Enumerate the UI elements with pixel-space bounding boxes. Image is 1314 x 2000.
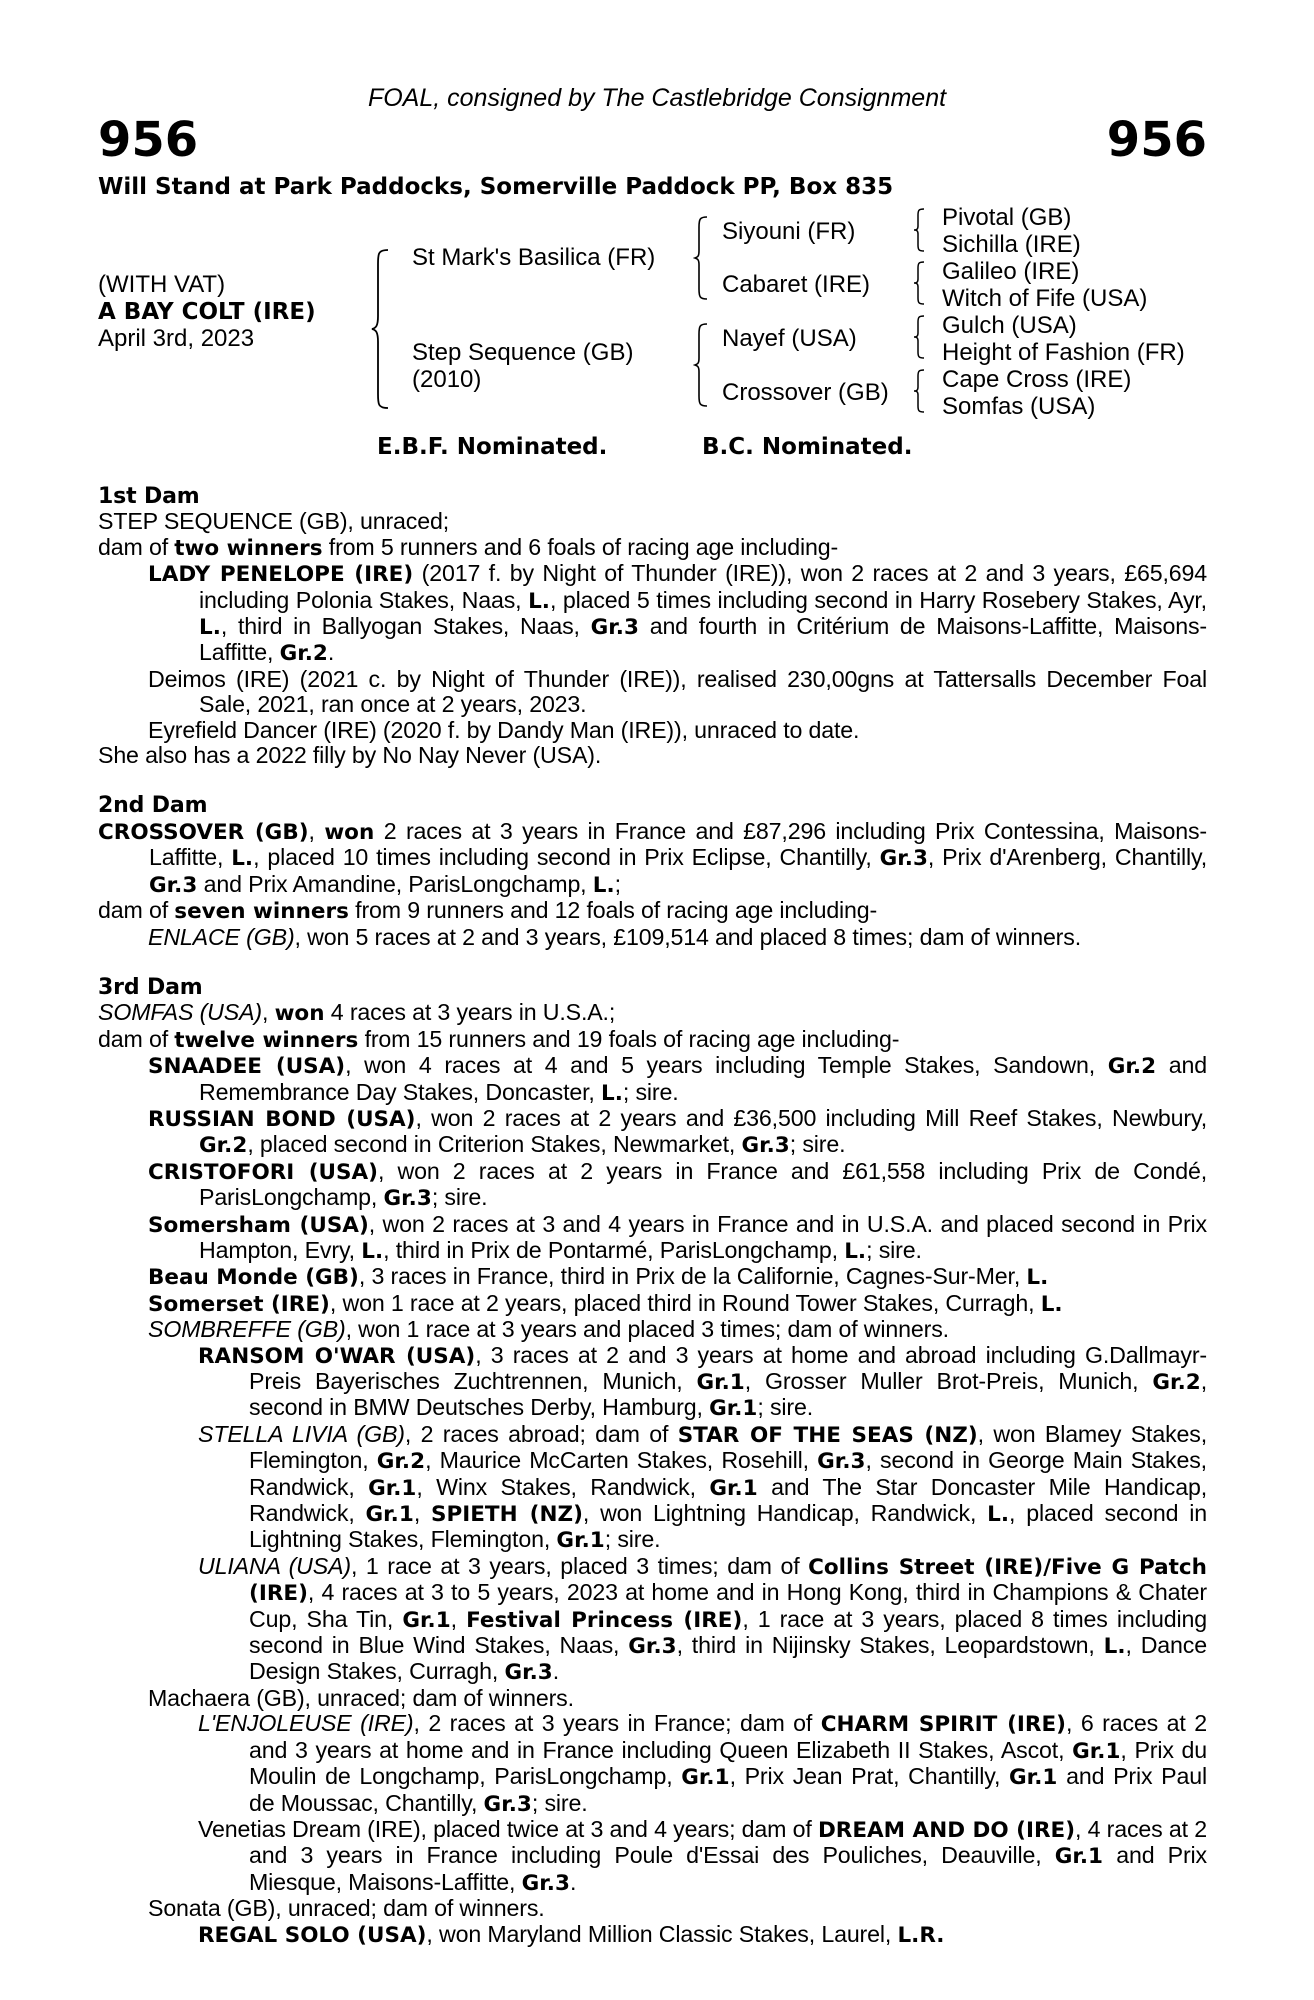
bold-text: twelve winners xyxy=(174,1027,359,1053)
entry-text: , won 2 races at 3 and 4 years in France and in U.S.A. and placed second in Prix Hampton, Evry, xyxy=(199,1210,1208,1263)
bold-text: Gr.1 xyxy=(1072,1738,1121,1764)
entry-text: , xyxy=(413,1500,431,1527)
bold-text: Gr.1 xyxy=(368,1475,417,1501)
granddam-4: Somfas (USA) xyxy=(942,393,1096,420)
bold-text: L. xyxy=(1026,1265,1049,1291)
bold-text: Gr.2 xyxy=(199,1133,248,1159)
pedigree-brace-dam xyxy=(693,322,709,408)
entry-text: STEP SEQUENCE (GB), unraced; xyxy=(98,508,450,535)
sire-sire: Siyouni (FR) xyxy=(722,218,856,245)
entry-text: ; xyxy=(614,870,621,897)
entry-text: , 1 race at 3 years, placed 8 times including second in Blue Wind Stakes, Naas, xyxy=(249,1605,1208,1659)
bold-text: CRISTOFORI (USA) xyxy=(148,1159,378,1185)
bold-text: Gr.1 xyxy=(1009,1765,1058,1791)
bold-text: L. xyxy=(844,1238,867,1264)
entry-text: ; sire. xyxy=(866,1236,922,1263)
bold-text: Gr.3 xyxy=(483,1791,532,1817)
pedigree-entry xyxy=(98,561,1207,667)
entry-text: , 2 races at 3 years in France; dam of xyxy=(413,1710,821,1737)
bold-text: Gr.1 xyxy=(365,1502,414,1528)
entry-text: 2 races at 3 years in France and £87,296 including Prix Contessina, Maisons-Laffitte, xyxy=(149,817,1207,871)
bold-text: Gr.3 xyxy=(149,872,198,898)
section-heading: 1st Dam xyxy=(98,484,200,509)
entry-text: , Prix Jean Prat, Chantilly, xyxy=(729,1763,1010,1790)
entry-text: , xyxy=(308,817,325,844)
entry-text: Venetias Dream (IRE), placed twice at 3 and 4 years; dam of xyxy=(198,1815,818,1842)
entry-text: . xyxy=(552,1658,560,1685)
entry-text: and Prix Paul de Moussac, Chantilly, xyxy=(249,1763,1207,1816)
entry-text: , won 2 races at 2 years in France and £61,558 including Prix de Condé, ParisLongchamp, xyxy=(199,1157,1208,1211)
entry-text: , won Lightning Handicap, Randwick, xyxy=(582,1500,988,1527)
italic-text: ULIANA (USA) xyxy=(198,1552,351,1579)
ebf-nominated: E.B.F. Nominated. xyxy=(377,434,608,460)
pedigree-entry xyxy=(98,1422,1207,1554)
pedigree-entry xyxy=(98,1053,1207,1106)
bold-text: RUSSIAN BOND (USA) xyxy=(148,1106,416,1132)
pedigree-brace-sire xyxy=(693,215,709,301)
pedigree-entry xyxy=(98,1027,1207,1053)
bold-text: Collins Street (IRE)/Five G Patch (IRE) xyxy=(249,1554,1207,1607)
bold-text: REGAL SOLO (USA) xyxy=(198,1922,427,1948)
entry-text: , 1 race at 3 years, placed 3 times; dam of xyxy=(350,1552,809,1579)
granddam-2: Witch of Fife (USA) xyxy=(942,285,1148,312)
pedigree-entry xyxy=(98,743,1207,768)
entry-text: , Grosser Muller Brot-Preis, Munich, xyxy=(744,1368,1153,1394)
entry-text: , Winx Stakes, Randwick, xyxy=(416,1473,710,1500)
entry-text: Deimos (IRE) (2021 c. by Night of Thunder (IRE)), realised 230,00gns at Tattersalls December Foal Sale, 2021, ran once at 2 years, 2023. xyxy=(148,665,1207,718)
bold-text: L. xyxy=(592,872,615,898)
bold-text: DREAM AND DO (IRE) xyxy=(817,1817,1076,1843)
bold-text: Gr.3 xyxy=(817,1449,866,1475)
bold-text: Gr.3 xyxy=(504,1660,553,1686)
catalogue-body xyxy=(98,484,1207,1948)
entry-text: from 15 runners and 19 foals of racing age including- xyxy=(358,1025,900,1052)
pedigree-entry xyxy=(98,1686,1207,1711)
section-heading: 2nd Dam xyxy=(98,793,208,819)
entry-text: , 4 races at 2 and 3 years in France including Poule d'Essai des Pouliches, Deauville, xyxy=(249,1815,1207,1869)
bold-text: STAR OF THE SEAS (NZ) xyxy=(677,1422,978,1448)
entry-text: and Prix Miesque, Maisons-Laffitte, xyxy=(249,1842,1208,1895)
dam-dam: Crossover (GB) xyxy=(722,379,889,406)
entry-text: , second in George Main Stakes, Randwick, xyxy=(249,1447,1207,1500)
foaling-date: April 3rd, 2023 xyxy=(98,325,255,352)
bold-text: Gr.3 xyxy=(383,1186,432,1212)
bold-text: CHARM SPIRIT (IRE) xyxy=(820,1712,1066,1738)
bold-text: Gr.3 xyxy=(628,1634,677,1660)
italic-text: SOMFAS (USA) xyxy=(98,999,262,1026)
bold-text: Gr.1 xyxy=(1054,1844,1104,1870)
entry-text: , 3 races at 2 and 3 years at home and abroad including G.Dallmayr-Preis Bayerisches Zuchtrennen, Munich, xyxy=(249,1341,1207,1394)
entry-text: , won 1 race at 3 years and placed 3 times; dam of winners. xyxy=(345,1316,949,1343)
pedigree-brace-g2 xyxy=(912,260,926,306)
entry-text: dam of xyxy=(98,897,175,924)
bold-text: Beau Monde (GB) xyxy=(148,1265,359,1291)
pedigree-entry xyxy=(98,1317,1207,1342)
bold-text: L. xyxy=(199,615,221,641)
bold-text: Festival Princess (IRE) xyxy=(466,1607,743,1633)
pedigree-entry xyxy=(98,1264,1207,1290)
bold-text: L. xyxy=(1103,1634,1126,1660)
pedigree-entry xyxy=(98,1212,1207,1265)
lot-number-left: 956 xyxy=(98,112,199,168)
entry-text: . xyxy=(327,639,335,666)
pedigree-entry xyxy=(98,718,1207,743)
consignment-line: FOAL, consigned by The Castlebridge Consignment xyxy=(367,84,947,112)
entry-text: , Maurice McCarten Stakes, Rosehill, xyxy=(425,1447,818,1474)
entry-text: , Prix d'Arenberg, Chantilly, xyxy=(927,844,1207,871)
bold-text: two winners xyxy=(174,535,323,561)
entry-text: , Dance Design Stakes, Curragh, xyxy=(249,1632,1207,1685)
entry-text: , second in BMW Deutsches Derby, Hamburg, xyxy=(249,1368,1207,1421)
bold-text: Gr.1 xyxy=(681,1765,730,1791)
pedigree-entry xyxy=(98,819,1207,898)
pedigree-entry xyxy=(98,1159,1207,1212)
bold-text: SPIETH (NZ) xyxy=(431,1502,583,1528)
pedigree-entry xyxy=(98,898,1207,924)
pedigree-entry xyxy=(98,509,1207,534)
bold-text: won xyxy=(274,1001,325,1027)
entry-text: ; sire. xyxy=(431,1184,488,1211)
pedigree-entry xyxy=(98,1291,1207,1317)
granddam-3: Height of Fashion (FR) xyxy=(942,339,1185,366)
pedigree-brace-main xyxy=(370,248,392,410)
entry-text: , placed second in Criterion Stakes, Newmarket, xyxy=(247,1131,742,1158)
stand-location: Will Stand at Park Paddocks, Somerville Paddock PP, Box 835 xyxy=(98,174,894,200)
entry-text: , 6 races at 2 and 3 years at home and in France including Queen Elizabeth II Stakes, Ascot, xyxy=(249,1710,1207,1763)
pedigree-entry xyxy=(98,1106,1207,1159)
dam-year: (2010) xyxy=(412,366,482,393)
entry-text: ; sire. xyxy=(531,1789,588,1816)
entry-text: (2017 f. by Night of Thunder (IRE)), won 2 races at 2 and 3 years, £65,694 including Polonia Stakes, Naas, xyxy=(199,560,1207,613)
bold-text: Gr.2 xyxy=(1152,1370,1201,1395)
entry-text: . xyxy=(569,1868,577,1895)
entry-text: ; sire. xyxy=(622,1078,679,1105)
entry-text: and Remembrance Day Stakes, Doncaster, xyxy=(199,1052,1207,1105)
pedigree-brace-g1 xyxy=(912,207,926,253)
bc-nominated: B.C. Nominated. xyxy=(702,434,913,460)
sire-dam: Cabaret (IRE) xyxy=(722,271,871,298)
bold-text: L. xyxy=(601,1080,623,1106)
entry-text: , won Blamey Stakes, Flemington, xyxy=(249,1420,1207,1474)
bold-text: L.R. xyxy=(897,1922,945,1948)
entry-text: , 3 races in France, third in Prix de la Californie, Cagnes-Sur-Mer, xyxy=(358,1263,1027,1290)
bold-text: Somerset (IRE) xyxy=(148,1291,330,1317)
pedigree-brace-g3 xyxy=(912,314,926,360)
entry-text: from 5 runners and 6 foals of racing age including- xyxy=(322,533,839,560)
italic-text: SOMBREFFE (GB) xyxy=(148,1316,346,1343)
pedigree-entry xyxy=(98,1922,1207,1948)
vat-note: (WITH VAT) xyxy=(98,271,226,298)
dam-sire: Nayef (USA) xyxy=(722,325,857,352)
bold-text: L. xyxy=(528,588,550,614)
pedigree-entry xyxy=(98,1554,1207,1686)
entry-text: and The Star Doncaster Mile Handicap, Randwick, xyxy=(249,1473,1208,1527)
entry-text: , won 2 races at 2 years and £36,500 including Mill Reef Stakes, Newbury, xyxy=(415,1104,1207,1131)
pedigree-entry xyxy=(98,1343,1207,1422)
bold-text: Gr.2 xyxy=(1107,1054,1157,1080)
pedigree-entry xyxy=(98,535,1207,561)
entry-text: and fourth in Critérium de Maisons-Laffitte, Maisons-Laffitte, xyxy=(199,613,1207,666)
bold-text: Gr.2 xyxy=(279,641,328,667)
bold-text: Gr.3 xyxy=(521,1870,570,1896)
entry-text: , placed 5 times including second in Harry Rosebery Stakes, Ayr, xyxy=(549,586,1207,613)
bold-text: Gr.1 xyxy=(709,1396,758,1422)
bold-text: RANSOM O'WAR (USA) xyxy=(198,1343,476,1369)
bold-text: Gr.3 xyxy=(741,1133,790,1159)
section-gap xyxy=(98,768,1207,793)
bold-text: Gr.3 xyxy=(590,615,639,641)
bold-text: Somersham (USA) xyxy=(148,1212,369,1238)
bold-text: LADY PENELOPE (IRE) xyxy=(148,562,414,588)
entry-text: , placed second in Lightning Stakes, Flemington, xyxy=(249,1500,1208,1553)
entry-text: , xyxy=(261,999,275,1026)
entry-text: Sonata (GB), unraced; dam of winners. xyxy=(148,1895,545,1922)
bold-text: CROSSOVER (GB) xyxy=(98,819,309,845)
entry-text: ; sire. xyxy=(604,1526,661,1553)
entry-text: 4 races at 3 years in U.S.A.; xyxy=(324,999,616,1026)
pedigree-entry xyxy=(98,667,1207,718)
dam-name: Step Sequence (GB) xyxy=(412,339,634,366)
horse-name: A BAY COLT (IRE) xyxy=(98,299,316,325)
bold-text: Gr.1 xyxy=(402,1607,451,1633)
bold-text: Gr.1 xyxy=(556,1528,605,1554)
section-heading: 3rd Dam xyxy=(98,974,203,1000)
entry-text: , won 4 races at 4 and 5 years including Temple Stakes, Sandown, xyxy=(345,1052,1108,1079)
entry-text: , 2 races abroad; dam of xyxy=(404,1420,678,1447)
entry-text: , placed 10 times including second in Prix Eclipse, Chantilly, xyxy=(253,844,880,871)
entry-text: Eyrefield Dancer (IRE) (2020 f. by Dandy Man (IRE)), unraced to date. xyxy=(148,716,860,743)
bold-text: L. xyxy=(987,1502,1010,1528)
bold-text: SNAADEE (USA) xyxy=(148,1054,346,1080)
entry-text: , xyxy=(450,1605,467,1632)
pedigree-entry xyxy=(98,1000,1207,1026)
entry-text: , won Maryland Million Classic Stakes, Laurel, xyxy=(426,1920,898,1947)
pedigree-entry xyxy=(98,925,1207,950)
sire-name: St Mark's Basilica (FR) xyxy=(412,244,656,271)
entry-text: and Prix Amandine, ParisLongchamp, xyxy=(197,870,593,897)
entry-text: , third in Ballyogan Stakes, Naas, xyxy=(220,613,591,640)
entry-text: Machaera (GB), unraced; dam of winners. xyxy=(148,1684,574,1711)
entry-text: , 4 races at 3 to 5 years, 2023 at home and in Hong Kong, third in Champions & Chater Cup, Sha Tin, xyxy=(249,1579,1207,1632)
grandsire-4: Cape Cross (IRE) xyxy=(942,366,1132,393)
entry-text: , won 1 race at 2 years, placed third in Round Tower Stakes, Curragh, xyxy=(329,1289,1041,1316)
bold-text: Gr.2 xyxy=(376,1449,426,1475)
entry-text: from 9 runners and 12 foals of racing age including- xyxy=(348,897,878,924)
entry-text: She also has a 2022 filly by No Nay Never (USA). xyxy=(98,742,602,769)
italic-text: L'ENJOLEUSE (IRE) xyxy=(198,1710,414,1737)
entry-text: ; sire. xyxy=(757,1394,814,1421)
italic-text: STELLA LIVIA (GB) xyxy=(198,1420,405,1447)
lot-number-right: 956 xyxy=(1106,112,1207,168)
grandsire-3: Gulch (USA) xyxy=(942,312,1077,339)
entry-text: dam of xyxy=(98,1025,175,1052)
pedigree-brace-g4 xyxy=(912,368,926,414)
grandsire-1: Pivotal (GB) xyxy=(942,204,1072,231)
bold-text: won xyxy=(324,819,375,845)
pedigree-entry xyxy=(98,1896,1207,1921)
pedigree-entry xyxy=(98,1711,1207,1817)
bold-text: L. xyxy=(361,1238,384,1264)
pedigree-entry xyxy=(98,1817,1207,1896)
grandsire-2: Galileo (IRE) xyxy=(942,258,1080,285)
entry-text: dam of xyxy=(98,533,175,560)
bold-text: L. xyxy=(1040,1291,1063,1317)
italic-text: ENLACE (GB) xyxy=(148,923,295,950)
section-gap xyxy=(98,950,1207,975)
bold-text: Gr.1 xyxy=(696,1370,745,1395)
bold-text: seven winners xyxy=(174,899,349,925)
granddam-1: Sichilla (IRE) xyxy=(942,231,1081,258)
entry-text: , Prix du Moulin de Longchamp, ParisLongchamp, xyxy=(249,1736,1208,1790)
bold-text: L. xyxy=(231,846,254,872)
entry-text: , third in Prix de Pontarmé, ParisLongchamp, xyxy=(383,1236,845,1263)
bold-text: Gr.1 xyxy=(709,1475,758,1501)
bold-text: Gr.3 xyxy=(879,846,928,872)
entry-text: ; sire. xyxy=(789,1131,846,1158)
entry-text: , third in Nijinsky Stakes, Leopardstown, xyxy=(676,1632,1104,1659)
entry-text: , won 5 races at 2 and 3 years, £109,514 and placed 8 times; dam of winners. xyxy=(294,923,1081,950)
